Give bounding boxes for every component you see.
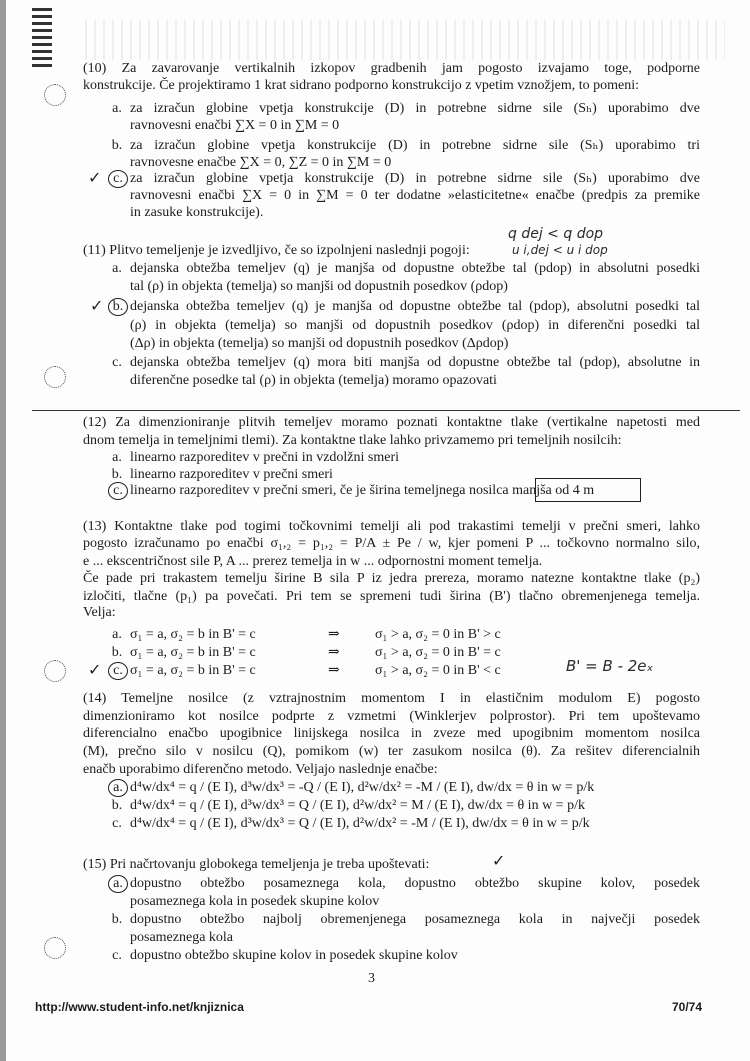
implies-arrow: ⇒ <box>328 627 340 642</box>
footer-url[interactable]: http://www.student-info.net/knjiznica <box>35 1000 244 1014</box>
option-text: in zasuke konstrukcije). <box>130 205 264 220</box>
option-label[interactable]: a. <box>112 101 122 116</box>
option-condition: σ₁ = a, σ₂ = b in B' = c <box>130 645 256 660</box>
option-text: ravnovesni enačbi ∑X = 0 in ∑M = 0 <box>130 118 340 133</box>
implies-arrow: ⇒ <box>328 663 340 678</box>
stamp-icon <box>44 84 66 106</box>
option-text: dopustno obtežbo najbolj obremenjenega posameznega kola in največji posedek <box>130 912 700 927</box>
question-text: dimenzioniramo kot nosilce podprte z vzmetmi (Winklerjev polprostor). Pri tem upoštevamo <box>83 709 700 724</box>
option-text: linearno razporeditev v prečni in vzdolžni smeri <box>130 450 400 465</box>
option-text: za izračun globine vpetja konstrukcije (D) in potrebne sidrne sile (Sₕ) uporabimo dve <box>130 101 700 116</box>
option-label[interactable]: b. <box>111 467 123 482</box>
option-label[interactable]: a. <box>112 450 122 465</box>
option-result: σ₁ > a, σ₂ = 0 in B' > c <box>375 627 501 642</box>
option-text: (Δρ) in objekta (temelja) so manjši od dopustnih posedkov (Δρdop) <box>130 336 509 351</box>
divider <box>32 410 740 411</box>
question-text: enačb uporabimo diferenčno metodo. Veljajo naslednje enačbe: <box>83 762 438 777</box>
option-text: za izračun globine vpetja konstrukcije (D) in potrebne sidrne sile (Sₕ) uporabimo dve <box>130 171 700 186</box>
question-text: (M), prečno silo v nosilcu (Q), pomikom (w) ter zasukom nosilca (θ). Za rešitev diferencialnih <box>83 744 700 759</box>
option-label[interactable]: c. <box>112 816 122 831</box>
stamp-icon <box>44 660 66 682</box>
question-text: pogosto izračunamo po enačbi σ₁,₂ = p₁,₂ = P/A ± Pe / w, kjer pomeni P ... točkovno normalno silo, <box>83 536 700 551</box>
question-text: dnom temelja in temeljnimi tlemi). Za kontaktne tlake lahko privzamemo pri temeljnih nosilcih: <box>83 433 622 448</box>
option-text: d⁴w/dx⁴ = q / (E I), d³w/dx³ = Q / (E I), d²w/dx² = -M / (E I), dw/dx = θ in w = p/k <box>130 816 590 831</box>
option-label[interactable]: a. <box>112 261 122 276</box>
stamp-icon <box>44 937 66 959</box>
question-text: diferencialno enačbo upogibnice linijskega nosilca in zveze med upogibnim momentom nosilca <box>83 726 700 741</box>
option-label[interactable]: c. <box>112 948 122 963</box>
question-text: konstrukcije. Če projektiramo 1 krat sidrano podporno konstrukcijo z vpetim vznožjem, to pomeni: <box>83 78 639 93</box>
option-text: tal (ρ) in objekta (temelja) so manjši od dopustnih posedkov (ρdop) <box>130 279 508 294</box>
option-text: ravnovesni enačbi ∑X = 0 in ∑M = 0 ter dodatne »elasticitetne« enačbe (predpis za premike <box>130 188 700 203</box>
option-label[interactable]: b. <box>111 798 123 813</box>
scan-noise <box>85 20 725 60</box>
option-text: d⁴w/dx⁴ = q / (E I), d³w/dx³ = Q / (E I), d²w/dx² = M / (E I), dw/dx = θ in w = p/k <box>130 798 585 813</box>
option-label[interactable]: b. <box>111 912 123 927</box>
check-mark-icon: ✓ <box>88 168 102 187</box>
question-text: izločiti, tlačne (p₁) pa povečati. Pri tem se spremeni tudi širina (B') tlačno obremenjenega temelja. <box>83 589 700 604</box>
check-mark-icon: ✓ <box>90 296 104 315</box>
option-result: σ₁ > a, σ₂ = 0 in B' = c <box>375 645 501 660</box>
option-result: σ₁ > a, σ₂ = 0 in B' < c <box>375 663 501 678</box>
question-text: (14) Temeljne nosilce (z vztrajnostnim momentom I in elastičnim modulom E) pogosto <box>83 691 700 706</box>
question-text: Velja: <box>83 605 116 620</box>
stamp-icon <box>44 366 66 388</box>
option-label-selected[interactable]: c. <box>108 662 128 680</box>
question-text: e ... ekscentričnost sile P, A ... prerez temelja in w ... odpornostni moment temelja. <box>83 554 543 569</box>
option-text: dopustno obtežbo posameznega kola, dopustno obtežbo skupine kolov, posedek <box>130 876 700 891</box>
option-text: ravnovesne enačbe ∑X = 0, ∑Z = 0 in ∑M = 0 <box>130 155 392 170</box>
page-number: 3 <box>368 971 375 986</box>
question-text: (15) Pri načrtovanju globokega temeljenja je treba upoštevati: <box>83 857 430 872</box>
option-label-selected[interactable]: b. <box>108 298 128 316</box>
option-label-selected[interactable]: a. <box>108 875 128 893</box>
option-label[interactable]: c. <box>112 355 122 370</box>
option-text: dopustno obtežbo skupine kolov in posedek skupine kolov <box>130 948 458 963</box>
option-text: posameznega kola <box>130 930 234 945</box>
option-label[interactable]: a. <box>112 627 122 642</box>
option-text: linearno razporeditev v prečni smeri, če je širina temeljnega nosilca manjša od 4 m <box>130 483 595 498</box>
check-mark-icon: ✓ <box>88 660 102 679</box>
option-condition: σ₁ = a, σ₂ = b in B' = c <box>130 663 256 678</box>
option-condition: σ₁ = a, σ₂ = b in B' = c <box>130 627 256 642</box>
implies-arrow: ⇒ <box>328 645 340 660</box>
option-label-selected[interactable]: c. <box>108 170 128 188</box>
option-text: posameznega kola in posedek skupine kolov <box>130 894 380 909</box>
question-text: (11) Plitvo temeljenje je izvedljivo, če so izpolnjeni naslednji pogoji: <box>83 243 470 258</box>
option-text: za izračun globine vpetja konstrukcije (D) in potrebne sidrne sile (Sₕ) uporabimo tri <box>130 138 700 153</box>
option-text: dejanska obtežba temeljev (q) je manjša od dopustne obtežbe tal (pdop) in absolutni posedki <box>130 261 700 276</box>
check-mark-icon: ✓ <box>492 851 506 870</box>
handwritten-note: u i,dej < u i dop <box>512 243 608 257</box>
handwritten-note: B' = B - 2eₓ <box>566 657 654 675</box>
option-label[interactable]: b. <box>111 645 123 660</box>
option-text: d⁴w/dx⁴ = q / (E I), d³w/dx³ = -Q / (E I), d²w/dx² = -M / (E I), dw/dx = θ in w = p/k <box>130 780 595 795</box>
option-text: diferenčne posedke tal (ρ) in objekta (temelja) moramo opazovati <box>130 373 497 388</box>
option-label-selected[interactable]: c. <box>108 482 128 500</box>
question-text: (13) Kontaktne tlake pod togimi točkovnimi temelji ali pod trakastimi temelji v prečni smeri, lahko <box>83 519 700 534</box>
option-text: (ρ) in objekta (temelja) so manjši od dopustnih posedkov (ρdop) in diferenčni posedki tal <box>130 318 700 333</box>
option-text: dejanska obtežba temeljev (q) je manjša od dopustne obtežbe tal (pdop), absolutni posedki tal <box>130 299 700 314</box>
option-label-selected[interactable]: a. <box>108 779 128 797</box>
option-text: dejanska obtežba temeljev (q) mora biti manjša od dopustne obtežbe tal (pdop), absolutne in <box>130 355 700 370</box>
option-label[interactable]: b. <box>111 138 123 153</box>
scan-artifact <box>32 8 52 68</box>
footer-page-count: 70/74 <box>672 1000 703 1014</box>
question-text: Če pade pri trakastem temelju širine B sila P iz jedra prereza, moramo natezne kontaktne tlake (p₂) <box>83 571 700 586</box>
handwritten-note: q dej < q dop <box>508 226 604 242</box>
handwritten-box <box>535 478 641 502</box>
question-text: (12) Za dimenzioniranje plitvih temeljev moramo poznati kontaktne tlake (vertikalne napetosti med <box>83 415 700 430</box>
question-text: (10) Za zavarovanje vertikalnih izkopov gradbenih jam pogosto izvajamo toge, podporne <box>83 61 700 76</box>
scan-edge <box>0 0 6 1061</box>
option-text: linearno razporeditev v prečni smeri <box>130 467 333 482</box>
